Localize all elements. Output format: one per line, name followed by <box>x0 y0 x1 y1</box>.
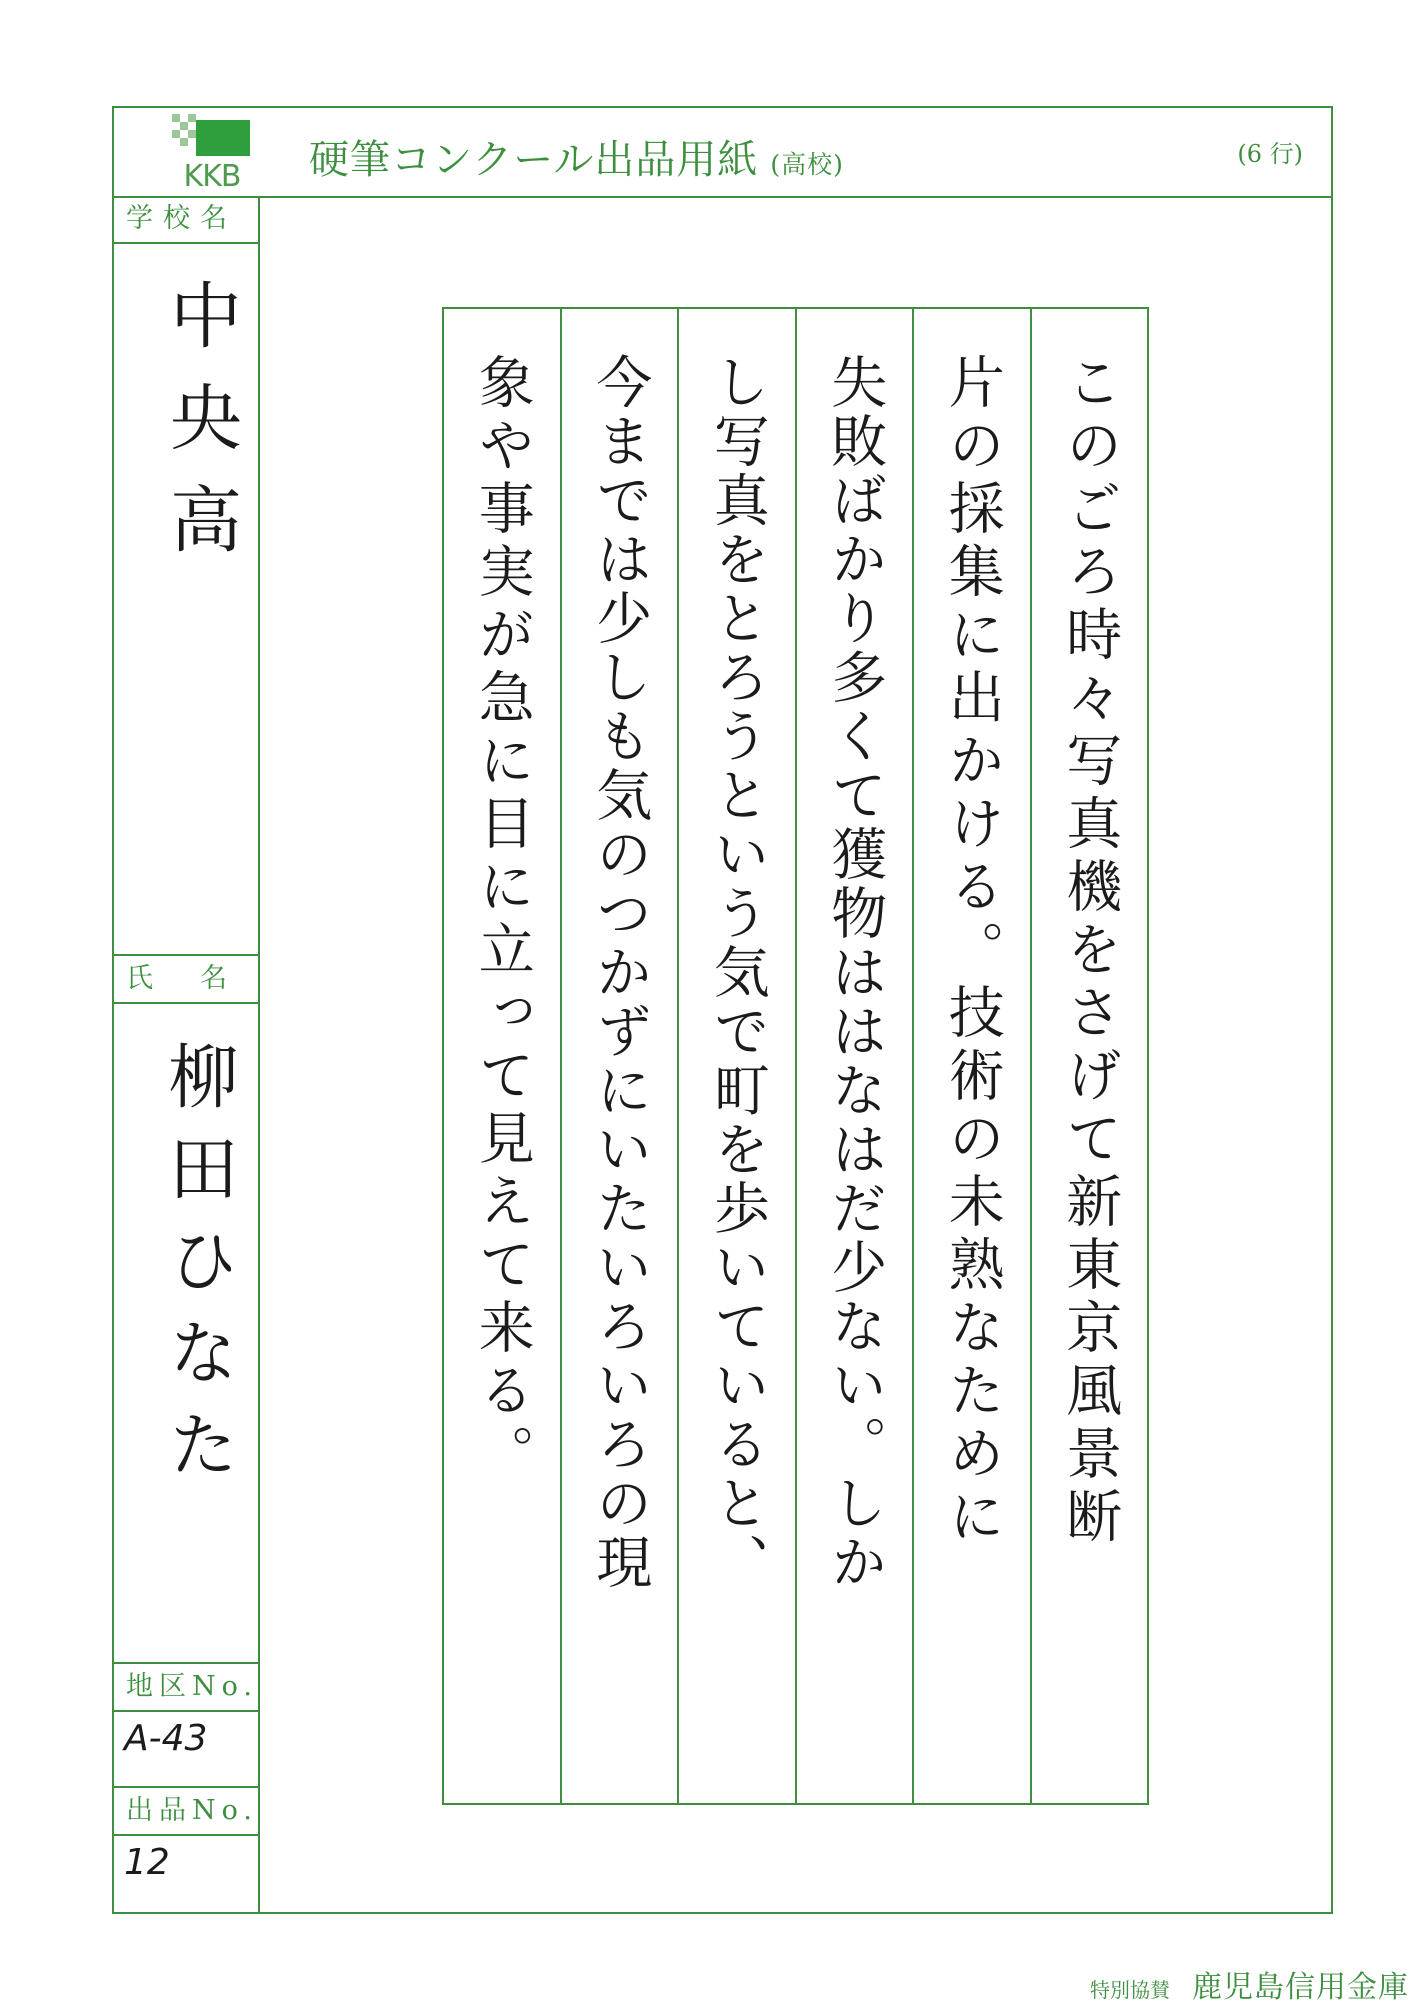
logo-mosaic-icon <box>172 114 252 164</box>
form-title <box>309 128 844 185</box>
manuscript-line: 片の採集に出かける。技術の未熟なために <box>939 353 1005 1550</box>
student-name-label: 氏 名 <box>114 956 258 1004</box>
sponsor-bank-name: 鹿児島信用金庫 <box>1192 1970 1409 2005</box>
line-count-label: (6 行) <box>1237 140 1303 168</box>
form-title-main: 硬筆コンクール出品用紙 <box>309 137 759 183</box>
manuscript-column <box>1030 309 1148 1803</box>
school-name-value: 中央高 <box>158 278 242 584</box>
manuscript-line: 象や事実が急に目に立って見えて来る。 <box>469 353 535 1487</box>
student-name-value: 柳田ひなた <box>157 1040 239 1500</box>
manuscript-column <box>912 309 1030 1803</box>
kkb-logo <box>172 114 252 194</box>
school-name-label: 学校名 <box>114 196 258 244</box>
entry-no-label: 出品No. <box>114 1788 258 1836</box>
sponsor-footer <box>1090 1962 1409 2006</box>
entry-no-box <box>114 1836 258 1912</box>
manuscript-grid <box>442 307 1149 1805</box>
manuscript-line: このごろ時々写真機をさげて新東京風景断 <box>1057 353 1123 1550</box>
entrant-info-sidebar <box>114 196 260 1914</box>
form-title-suffix: (高校) <box>770 150 844 179</box>
logo-text: KKB <box>183 159 241 194</box>
manuscript-column <box>795 309 913 1803</box>
manuscript-line: 今までは少しも気のつかずにいたいろいろの現 <box>587 353 653 1592</box>
district-no-value: A-43 <box>124 1718 208 1759</box>
sponsor-label: 特別協賛 <box>1090 1978 1170 2002</box>
manuscript-line: し写真をとろうという気で町を歩いていると、 <box>704 353 770 1592</box>
district-no-label: 地区No. <box>114 1664 258 1712</box>
manuscript-column <box>560 309 678 1803</box>
manuscript-column <box>677 309 795 1803</box>
form-header <box>114 108 1331 198</box>
school-name-box <box>114 244 258 956</box>
entry-no-value: 12 <box>124 1842 170 1883</box>
manuscript-line: 失敗ばかり多くて獲物ははなはだ少ない。しか <box>822 353 888 1592</box>
district-no-box <box>114 1712 258 1788</box>
student-name-box <box>114 1004 258 1664</box>
manuscript-column <box>444 309 560 1803</box>
